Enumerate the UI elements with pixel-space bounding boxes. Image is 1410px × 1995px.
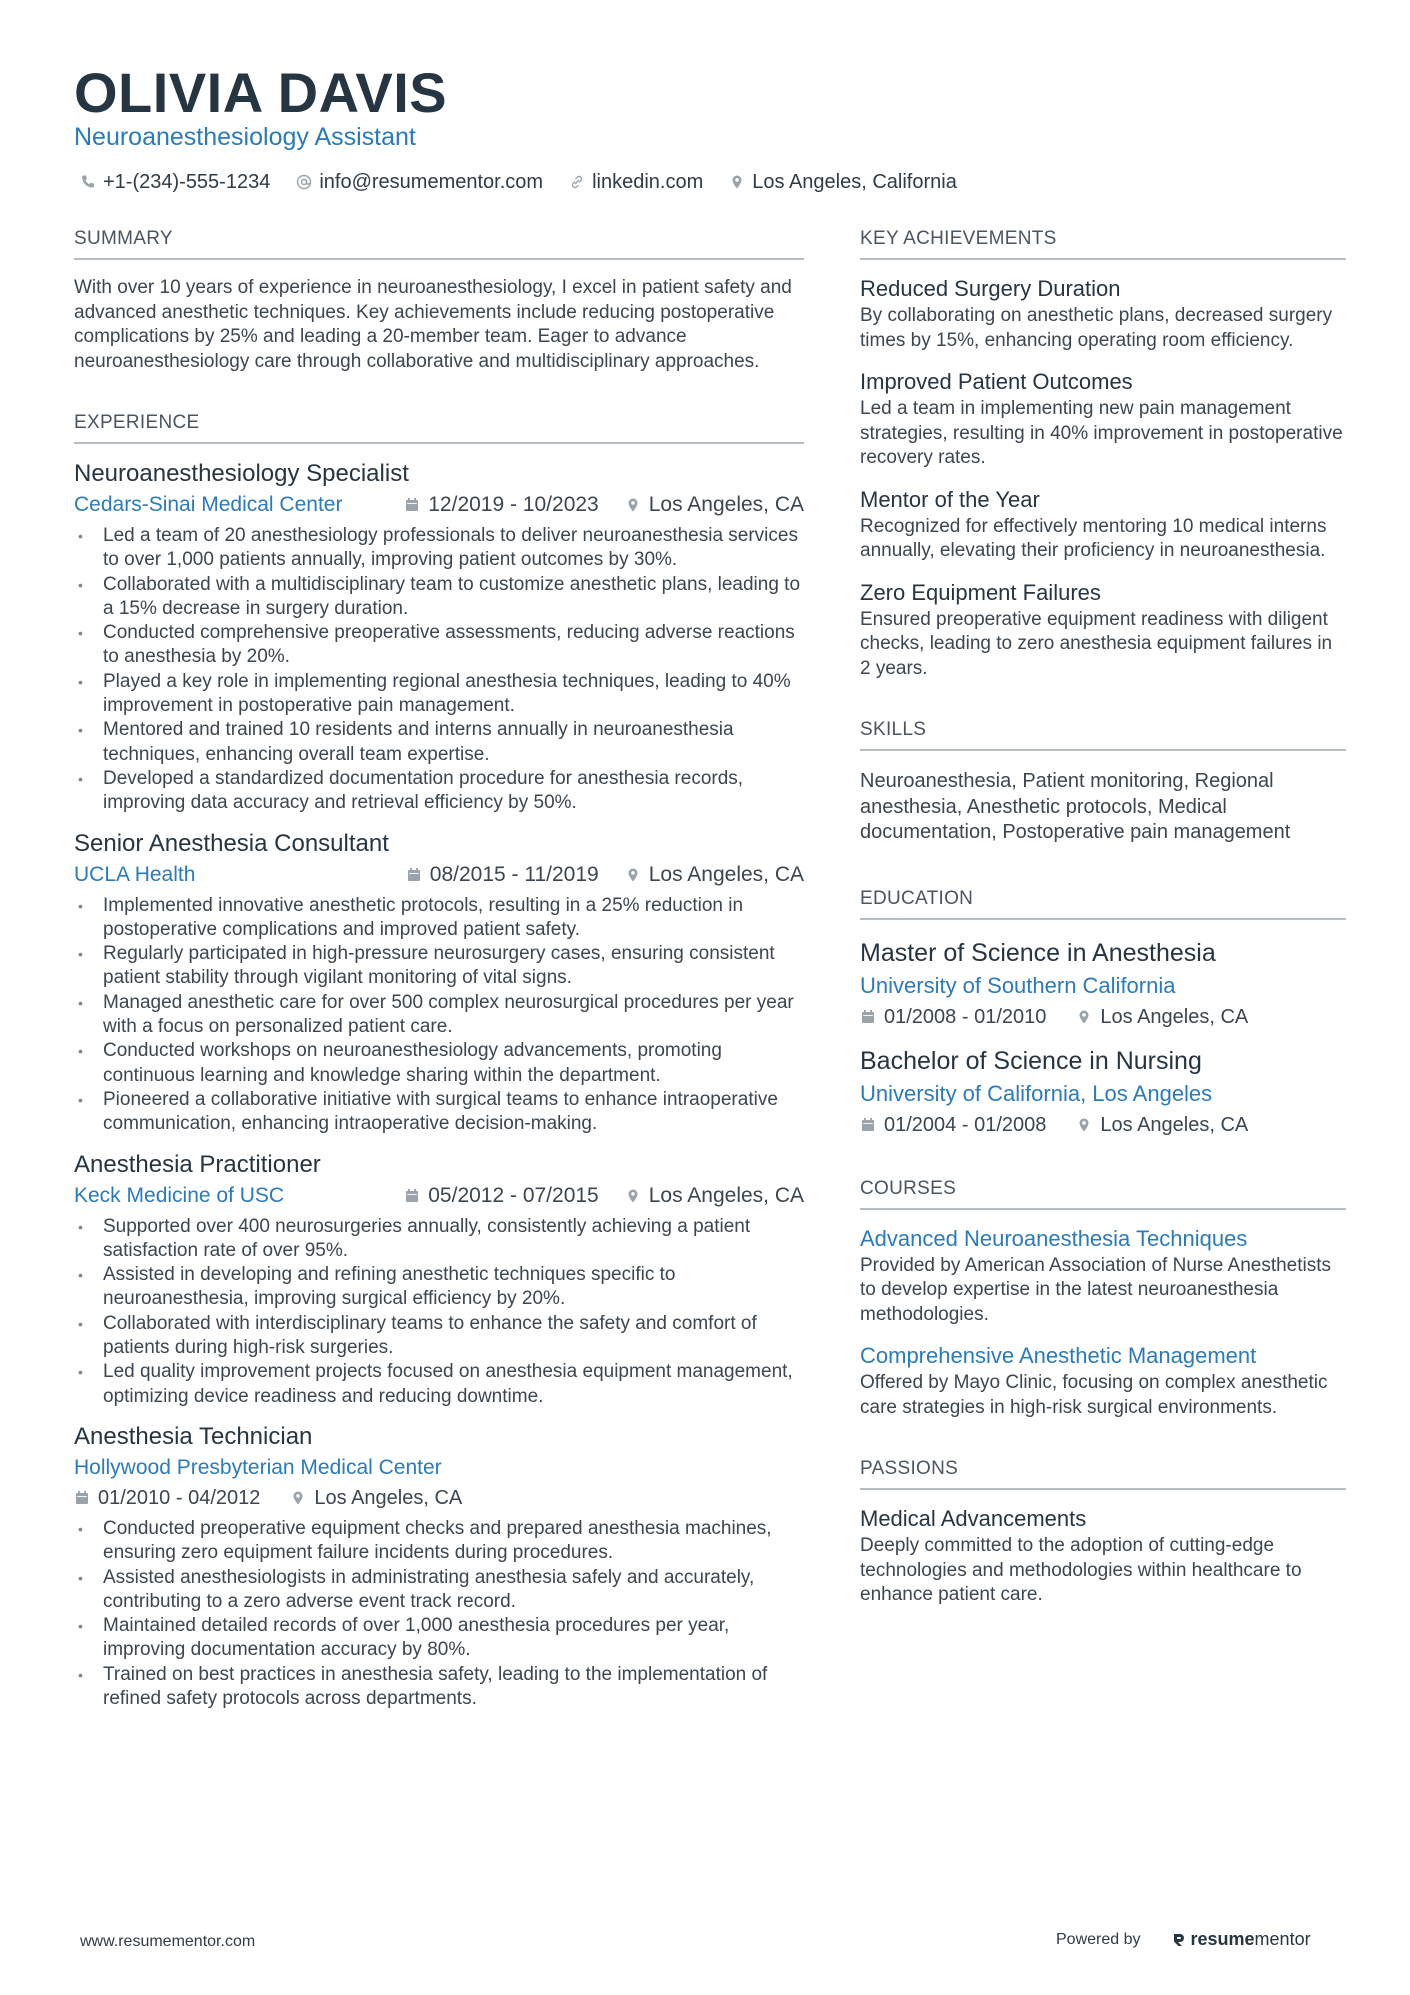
passion-title: Medical Advancements — [860, 1506, 1087, 1531]
achievements-section — [860, 226, 1346, 681]
bullet-item: • Collaborated with a multidisciplinary team to customize anesthetic plans, leading to a 15% decrease in surgery duration. — [74, 573, 804, 622]
job-bullets — [74, 524, 804, 816]
bullet-item: • Conducted workshops on neuroanesthesiology advancements, promoting continuous learning and knowledge sharing within the department. — [74, 1039, 804, 1088]
achievement-text: Led a team in implementing new pain management strategies, resulting in 40% improvement in postoperative recovery rates. — [860, 398, 1343, 468]
location-text: Los Angeles, California — [752, 171, 957, 193]
bullet-item: • Led quality improvement projects focused on anesthesia equipment management, optimizing device readiness and reducing downtime. — [74, 1360, 804, 1409]
course-title[interactable]: Advanced Neuroanesthesia Techniques — [860, 1225, 1248, 1251]
contact-email[interactable] — [296, 168, 543, 196]
achievement-text: Ensured preoperative equipment readiness with diligent checks, leading to zero anesthesia equipment failures in 2 years. — [860, 608, 1333, 679]
location-pin-icon — [625, 497, 641, 513]
footer-branding — [1056, 1929, 1311, 1950]
brand-mark-icon — [1171, 1932, 1187, 1948]
bullet-item: • Regularly participated in high-pressure neurosurgery cases, ensuring consistent patient stability through vigilant monitoring of vital signs. — [74, 942, 804, 991]
location-pin-icon — [625, 1188, 641, 1204]
course-item — [860, 1341, 1346, 1420]
job-location: Los Angeles, CA — [648, 493, 804, 516]
passions-section — [860, 1456, 1346, 1608]
calendar-icon — [860, 1117, 876, 1133]
summary-heading: SUMMARY — [74, 226, 804, 260]
achievement-title: Zero Equipment Failures — [860, 579, 1101, 605]
job-organization[interactable]: Cedars-Sinai Medical Center — [74, 493, 343, 516]
skills-heading: SKILLS — [860, 717, 1346, 751]
at-icon — [296, 174, 312, 190]
job-bullets — [74, 1215, 804, 1409]
achievement-text: By collaborating on anesthetic plans, decreased surgery times by 15%, enhancing operating room efficiency. — [860, 305, 1333, 351]
job-meta — [74, 1181, 804, 1211]
calendar-icon — [404, 1188, 420, 1204]
job-location: Los Angeles, CA — [648, 862, 804, 886]
school-name[interactable]: University of Southern California — [860, 972, 1176, 998]
experience-section — [74, 410, 804, 1711]
job-organization[interactable]: UCLA Health — [74, 862, 196, 886]
achievement-item — [860, 578, 1346, 682]
job-title: Anesthesia Practitioner — [74, 1150, 321, 1178]
brand-bold-text: resume — [1190, 1929, 1255, 1949]
education-location: Los Angeles, CA — [1100, 1005, 1249, 1028]
bullet-item: • Conducted comprehensive preoperative assessments, reducing adverse reactions to anesthesia by 20%. — [74, 621, 804, 670]
job-entry — [74, 1149, 804, 1409]
job-entry — [74, 1421, 804, 1711]
location-pin-icon — [625, 867, 641, 883]
link-icon — [569, 174, 585, 190]
job-bullets — [74, 894, 804, 1137]
degree-title: Master of Science in Anesthesia — [860, 938, 1216, 967]
candidate-name: OLIVIA DAVIS — [74, 61, 448, 124]
contact-phone[interactable] — [80, 168, 270, 196]
courses-heading: COURSES — [860, 1176, 1346, 1210]
education-item — [860, 1044, 1346, 1140]
bullet-item: • Pioneered a collaborative initiative with surgical teams to enhance intraoperative communication, enhancing intraoperative decision-making. — [74, 1088, 804, 1137]
bullet-item: • Collaborated with interdisciplinary teams to enhance the safety and comfort of patients during high-risk surgeries. — [74, 1312, 804, 1361]
calendar-icon — [404, 497, 420, 513]
job-entry — [74, 458, 804, 816]
courses-section — [860, 1176, 1346, 1421]
location-pin-icon — [1076, 1117, 1092, 1133]
left-column — [74, 226, 804, 1711]
linkedin-text: linkedin.com — [592, 171, 704, 193]
job-location: Los Angeles, CA — [648, 1183, 804, 1207]
job-title: Anesthesia Technician — [74, 1422, 313, 1450]
education-item — [860, 936, 1346, 1032]
course-text: Provided by American Association of Nurse Anesthetists to develop expertise in the latest neuroanesthesia methodologies. — [860, 1254, 1332, 1325]
job-title: Senior Anesthesia Consultant — [74, 829, 389, 857]
job-organization[interactable]: Keck Medicine of USC — [74, 1183, 285, 1207]
location-pin-icon — [290, 1490, 306, 1506]
phone-icon — [80, 174, 96, 190]
education-heading: EDUCATION — [860, 886, 1346, 920]
summary-section — [74, 226, 804, 374]
job-meta — [74, 860, 804, 890]
bullet-item: • Managed anesthetic care for over 500 complex neurosurgical procedures per year with a focus on personalized patient care. — [74, 991, 804, 1040]
footer-website[interactable]: www.resumementor.com — [80, 1933, 256, 1950]
bullet-item: • Supported over 400 neurosurgeries annually, consistently achieving a patient satisfaction rate of over 95%. — [74, 1215, 804, 1264]
contact-location — [729, 168, 957, 196]
calendar-icon — [74, 1490, 90, 1506]
right-column — [860, 226, 1346, 1608]
job-title: Neuroanesthesiology Specialist — [74, 460, 409, 487]
email-text: info@resumementor.com — [319, 171, 544, 193]
achievement-title: Improved Patient Outcomes — [860, 369, 1133, 394]
school-name[interactable]: University of California, Los Angeles — [860, 1080, 1213, 1106]
job-meta-row — [74, 1483, 804, 1513]
job-dates: 05/2012 - 07/2015 — [428, 1183, 599, 1207]
bullet-item: • Mentored and trained 10 residents and interns annually in neuroanesthesia techniques, enhancing overall team expertise. — [74, 718, 804, 767]
education-location: Los Angeles, CA — [1100, 1113, 1249, 1136]
passions-heading: PASSIONS — [860, 1456, 1346, 1490]
achievement-item — [860, 485, 1346, 564]
job-organization[interactable]: Hollywood Presbyterian Medical Center — [74, 1455, 442, 1479]
candidate-role: Neuroanesthesiology Assistant — [74, 123, 416, 151]
bullet-item: • Conducted preoperative equipment checks and prepared anesthesia machines, ensuring zero equipment failure incidents during procedures. — [74, 1517, 804, 1566]
achievements-heading: KEY ACHIEVEMENTS — [860, 226, 1346, 260]
achievement-text: Recognized for effectively mentoring 10 medical interns annually, elevating their proficiency in neuroanesthesia. — [860, 515, 1327, 561]
bullet-item: • Developed a standardized documentation procedure for anesthesia records, improving data accuracy and retrieval efficiency by 50%. — [74, 767, 804, 816]
phone-text: +1-(234)-555-1234 — [103, 171, 271, 193]
achievement-item — [860, 274, 1346, 353]
education-dates: 01/2008 - 01/2010 — [884, 1005, 1047, 1028]
location-pin-icon — [1076, 1009, 1092, 1025]
bullet-item: • Maintained detailed records of over 1,000 anesthesia procedures per year, improving documentation accuracy by 80%. — [74, 1614, 804, 1663]
calendar-icon — [860, 1009, 876, 1025]
location-pin-icon — [729, 174, 745, 190]
bullet-item: • Led a team of 20 anesthesiology professionals to deliver neuroanesthesia services to over 1,000 patients annually, improving patient outcomes by 30%. — [74, 524, 804, 573]
calendar-icon — [406, 867, 422, 883]
skills-text: Neuroanesthesia, Patient monitoring, Regional anesthesia, Anesthetic protocols, Medical documentation, Postoperative pain management — [860, 770, 1291, 843]
brand-regular-text: mentor — [1254, 1929, 1311, 1949]
job-location: Los Angeles, CA — [314, 1486, 463, 1509]
bullet-item: • Implemented innovative anesthetic protocols, resulting in a 25% reduction in postoperative complications and improved patient safety. — [74, 894, 804, 943]
powered-by-label: Powered by — [1056, 1930, 1141, 1948]
brand-logo[interactable] — [1171, 1929, 1311, 1950]
bullet-item: • Assisted anesthesiologists in administrating anesthesia safely and accurately, contributing to a zero adverse event track record. — [74, 1566, 804, 1615]
degree-title: Bachelor of Science in Nursing — [860, 1046, 1202, 1075]
job-dates: 01/2010 - 04/2012 — [98, 1486, 261, 1509]
achievement-item — [860, 367, 1346, 471]
bullet-item: • Assisted in developing and refining anesthetic techniques specific to neuroanesthesia, improving surgical efficiency by 20%. — [74, 1263, 804, 1312]
course-item — [860, 1224, 1346, 1328]
education-dates: 01/2004 - 01/2008 — [884, 1113, 1047, 1136]
summary-text: With over 10 years of experience in neuroanesthesiology, I excel in patient safety and advanced anesthetic techniques. Key achievements include reducing postoperative complications by 25% and leading a 20-member team. Eager to advance neuroanesthesiology care through collaborative and multidisciplinary approaches. — [74, 277, 792, 372]
education-section — [860, 886, 1346, 1140]
job-bullets — [74, 1517, 804, 1711]
course-text: Offered by Mayo Clinic, focusing on complex anesthetic care strategies in high-risk surgical environments. — [860, 1372, 1328, 1418]
job-entry — [74, 828, 804, 1137]
bullet-item: • Trained on best practices in anesthesia safety, leading to the implementation of refined safety protocols across departments. — [74, 1663, 804, 1712]
job-meta — [74, 490, 804, 520]
skills-section — [860, 717, 1346, 846]
achievement-title: Reduced Surgery Duration — [860, 276, 1121, 301]
contact-row — [80, 168, 957, 196]
achievement-title: Mentor of the Year — [860, 486, 1040, 512]
experience-heading: EXPERIENCE — [74, 410, 804, 444]
passion-text: Deeply committed to the adoption of cutting-edge technologies and methodologies within healthcare to enhance patient care. — [860, 1535, 1302, 1605]
bullet-item: • Played a key role in implementing regional anesthesia techniques, leading to 40% improvement in postoperative pain management. — [74, 670, 804, 719]
course-title[interactable]: Comprehensive Anesthetic Management — [860, 1343, 1257, 1368]
job-meta — [74, 1453, 804, 1483]
job-dates: 12/2019 - 10/2023 — [428, 493, 599, 516]
job-dates: 08/2015 - 11/2019 — [429, 862, 599, 886]
contact-linkedin[interactable] — [569, 168, 703, 196]
